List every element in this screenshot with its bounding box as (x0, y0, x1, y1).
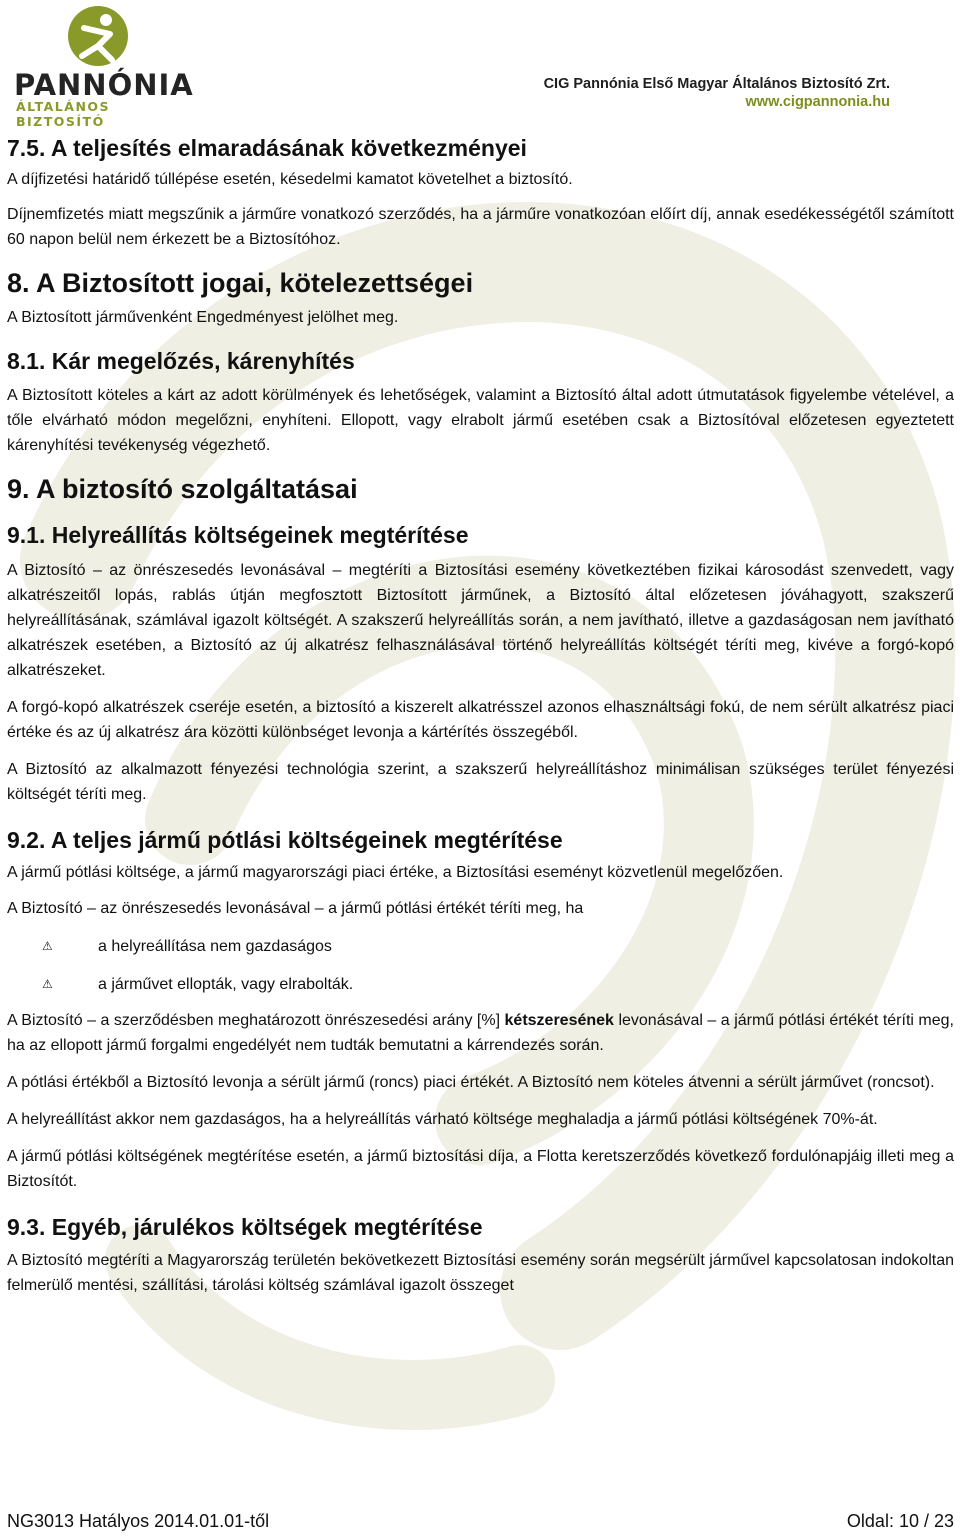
page-footer (7, 1511, 954, 1532)
runner-emblem-icon (14, 6, 134, 70)
page-header (0, 0, 960, 129)
paragraph-text: A Biztosító – a szerződésben meghatározott önrészesedési arány [%] (7, 1012, 505, 1029)
section-9-2-paragraph-4: A pótlási értékből a Biztosító levonja a sérült jármű (roncs) piaci értékét. A Biztosító nem köteles átvenni a sérült járművet (roncsot). (7, 1074, 935, 1091)
section-9-2-paragraph-1: A jármű pótlási költsége, a jármű magyarországi piaci értéke, a Biztosítási eseményt közvetlenül megelőzően. (7, 864, 784, 881)
section-9-2-paragraph-6: A jármű pótlási költségének megtérítése esetén, a jármű biztosítási díja, a Flotta keretszerződés következő fordulónapjáig illeti meg a Biztosítót. (7, 1148, 954, 1190)
website-link[interactable]: www.cigpannonia.hu (745, 94, 890, 110)
section-9-1-heading: 9.1. Helyreállítás költségeinek megtérítése (7, 522, 469, 548)
page-number: Oldal: 10 / 23 (846, 1511, 954, 1531)
document-code: NG3013 Hatályos 2014.01.01-től (7, 1511, 270, 1531)
section-9-1-paragraph-3: A Biztosító az alkalmazott fényezési technológia szerint, a szakszerű helyreállításhoz minimálisan szükséges terület fényezési költségét téríti meg. (7, 761, 954, 803)
logo-tagline: ÁLTALÁNOS BIZTOSÍTÓ (16, 99, 111, 129)
list-item (42, 972, 954, 997)
section-9-1-paragraph-1: A Biztosító – az önrészesedés levonásával – megtéríti a Biztosítási esemény következtében fizikai károsodást szenvedett, vagy alkatrészeitől lopás, rablás útján megfosztott Biztosított járműnek, a Biztosító által előzetesen jóváhagyott, szakszerű helyreállításának, számlával igazolt költségét. A szakszerű helyreállítás során, a nem javítható, illetve a gazdaságosan nem javítható alkatrészek esetében, a Biztosító az új alkatrész felhasználásával történő helyreállítás költségét téríti meg, kivéve a forgó-kopó alkatrészeket. (7, 562, 954, 679)
pannonia-logo (14, 6, 204, 129)
emphasis-text: kétszeresének (504, 1012, 614, 1029)
section-9-2-paragraph-5: A helyreállítást akkor nem gazdaságos, ha a helyreállítás várható költsége meghaladja a jármű pótlási költségének 70%-át. (7, 1111, 878, 1128)
bullet-icon: ⚠ (42, 977, 53, 991)
bullet-icon: ⚠ (42, 939, 53, 953)
list-item (42, 934, 954, 959)
paragraph-text: levonásával – a jármű pótlási értékét téríti meg, ha az ellopott jármű forgalmi engedélyét nem tudták bemutatni a kárrendezés során. (7, 1012, 954, 1054)
section-9-3-heading: 9.3. Egyéb, járulékos költségek megtérítése (7, 1214, 483, 1240)
section-9-3-paragraph-1: A Biztosító megtéríti a Magyarország területén bekövetkezett Biztosítási esemény során megsérült járművel kapcsolatosan indokoltan felmerülő mentési, szállítási, tárolási költség számlával igazolt összeget (7, 1252, 954, 1294)
section-8-paragraph-1: A Biztosított járművenként Engedményest jelölhet meg. (7, 309, 399, 326)
company-name: CIG Pannónia Első Magyar Általános Biztosító Zrt. (543, 76, 890, 92)
section-7-5-heading: 7.5. A teljesítés elmaradásának következményei (7, 135, 527, 161)
section-7-5-paragraph-1: A díjfizetési határidő túllépése esetén, késedelmi kamatot követelhet a biztosító. (7, 171, 573, 188)
section-7-5-paragraph-2: Díjnemfizetés miatt megszűnik a járműre vonatkozó szerződés, ha a járműre vonatkozóan előírt díj, annak esedékességétől számított 60 napon belül nem érkezett be a Biztosítóhoz. (7, 206, 954, 248)
list-item-text: a helyreállítása nem gazdaságos (98, 938, 332, 955)
section-9-1-paragraph-2: A forgó-kopó alkatrészek cseréje esetén, a biztosító a kiszerelt alkatrésszel azonos elhasználtsági fokú, de nem sérült alkatrész piaci értéke és az új alkatrész ára közötti különbséget levonja a kártérítés összegéből. (7, 699, 954, 741)
section-9-2-heading: 9.2. A teljes jármű pótlási költségeinek megtérítése (7, 827, 563, 853)
document-body (7, 133, 954, 1298)
section-8-heading: 8. A Biztosított jogai, kötelezettségei (7, 268, 474, 298)
list-item-text: a járművet ellopták, vagy elrabolták. (98, 976, 354, 993)
logo-name: PANNÓNIA (14, 68, 194, 102)
section-8-1-heading: 8.1. Kár megelőzés, kárenyhítés (7, 348, 355, 374)
section-9-2-paragraph-3 (7, 1008, 954, 1058)
section-9-2-paragraph-2: A Biztosító – az önrészesedés levonásával – a jármű pótlási értékét téríti meg, ha (7, 900, 584, 917)
section-8-1-paragraph-1: A Biztosított köteles a kárt az adott körülmények és lehetőségek, valamint a Biztosító által adott útmutatások figyelembe vételével, a tőle elvárható módon megelőzni, enyhíteni. Ellopott, vagy elrabolt jármű esetében csak a Biztosítóval előzetesen egyeztetett kárenyhítési tevékenység végezhető. (7, 387, 954, 454)
section-9-heading: 9. A biztosító szolgáltatásai (7, 474, 358, 504)
